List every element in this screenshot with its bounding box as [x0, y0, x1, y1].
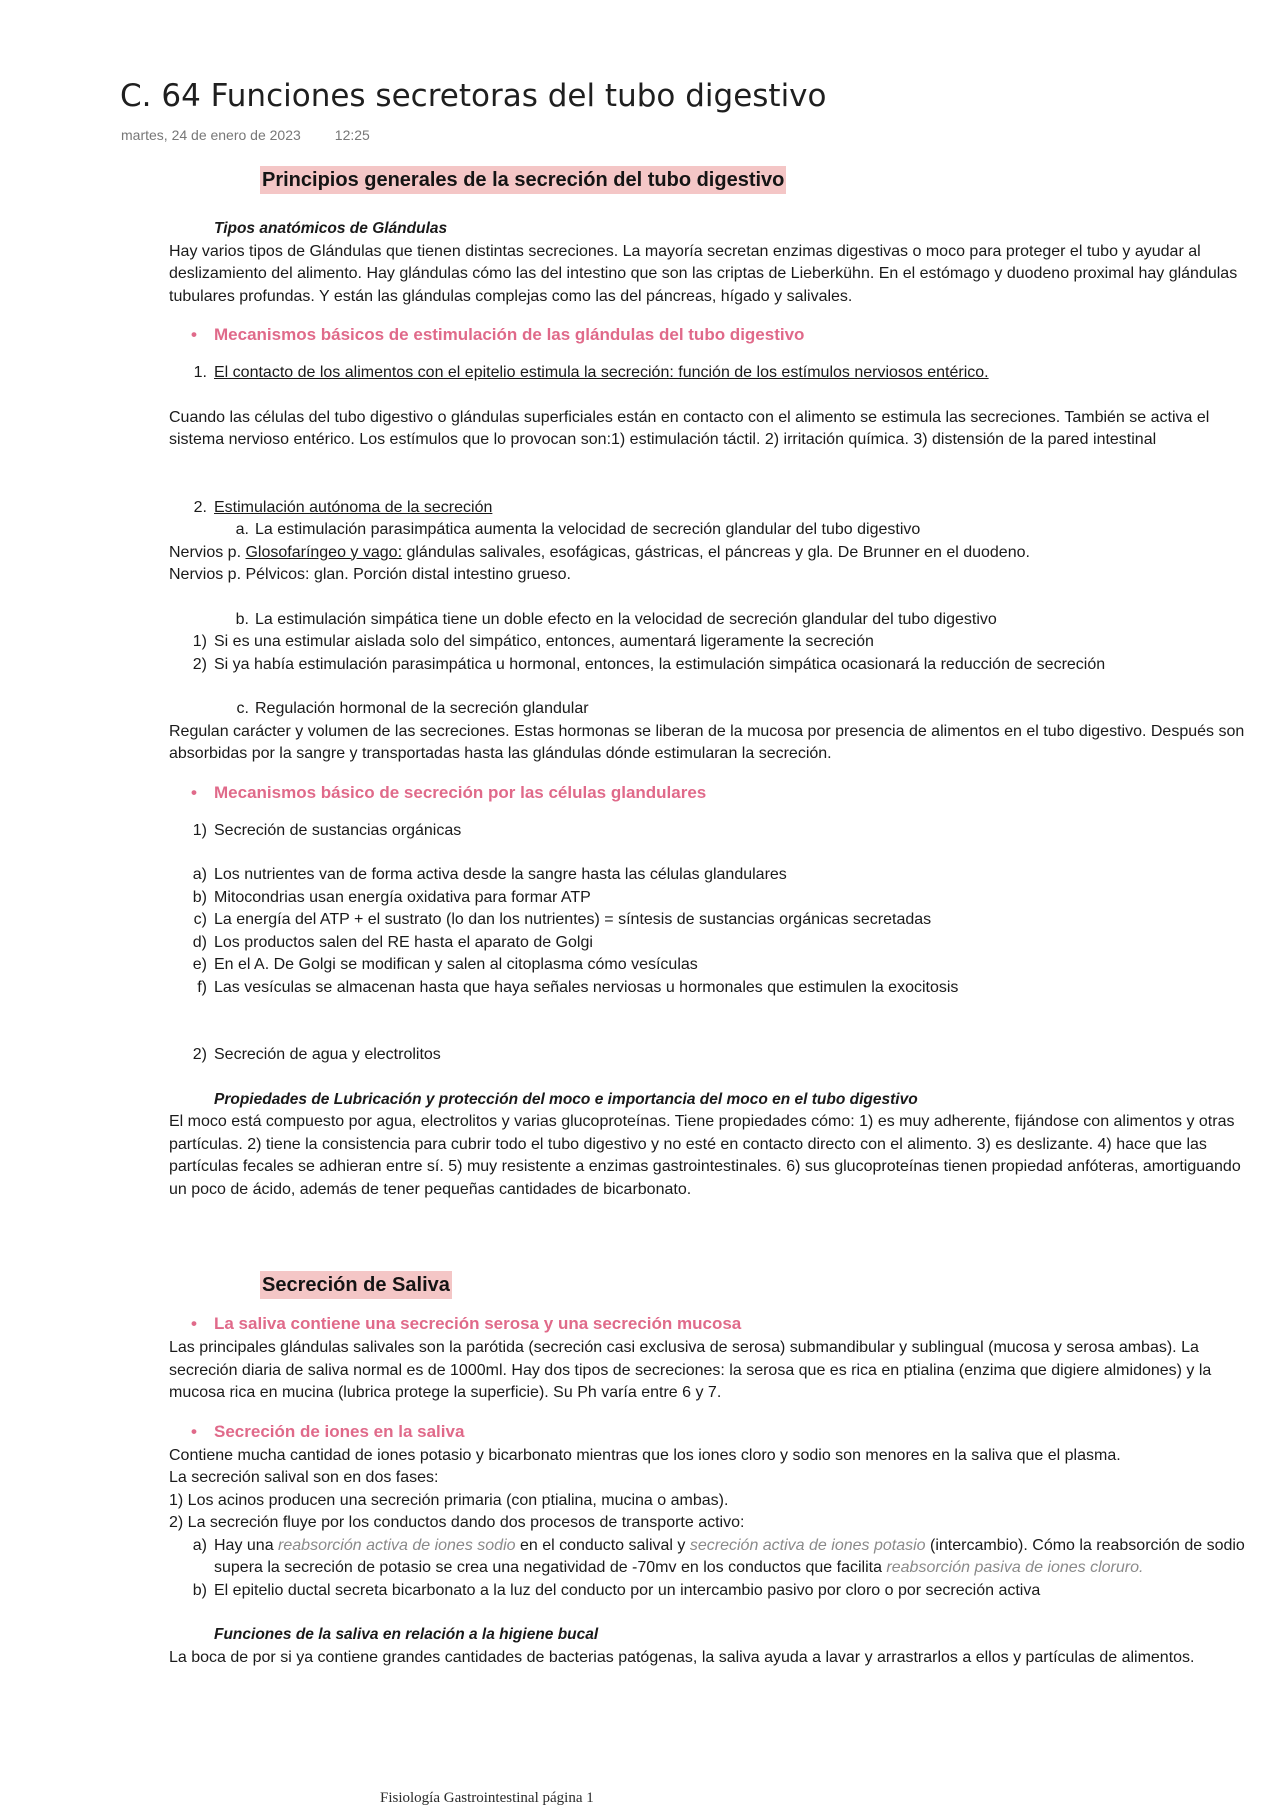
ions-item-b: b) El epitelio ductal secreta bicarbonato a la luz del conducto por un intercambio pasivo por cloro o por secreción activa	[192, 1581, 1041, 1599]
page-time: 12:25	[334, 127, 370, 143]
paragraph-tipos-anatomicos: Hay varios tipos de Glándulas que tienen distintas secreciones. La mayoría secretan enzimas digestivas o moco para proteger el tubo y ayudar al deslizamiento del alimento. Hay glándulas cómo las del intestino que son las criptas de Lieberkühn. En el estómago y duodeno proximal hay glándulas tubulares profundas. Y están las glándulas complejas como las del páncreas, hígado y salivales.	[169, 242, 1238, 305]
numbered-item-2: 2. Estimulación autónoma de la secreción	[193, 498, 493, 516]
subheading-tipos-anatomicos: Tipos anatómicos de Glándulas	[214, 220, 448, 237]
ions-line-3: 1) Los acinos producen una secreción primaria (con ptialina, mucina o ambas).	[169, 1491, 729, 1509]
note-content	[169, 166, 1259, 1669]
bullet-mecanismos-secrecion: • Mecanismos básico de secreción por las células glandulares	[191, 782, 707, 802]
list-item: e) En el A. De Golgi se modifican y salen al citoplasma cómo vesículas	[192, 956, 698, 973]
subheading-moco: Propiedades de Lubricación y protección del moco e importancia del moco en el tubo digestivo	[214, 1090, 918, 1108]
page-date: martes, 24 de enero de 2023	[121, 127, 301, 143]
list-item: c) La energía del ATP + el sustrato (lo dan los nutrientes) = síntesis de sustancias orgánicas secretadas	[193, 911, 932, 928]
page-footer: Fisiología Gastrointestinal página 1	[380, 1790, 594, 1806]
section-heading-saliva: Secreción de Saliva	[260, 1271, 452, 1299]
list-item: b) Mitocondrias usan energía oxidativa para formar ATP	[192, 888, 591, 906]
bullet-mecanismos-estimulacion: • Mecanismos básicos de estimulación de las glándulas del tubo digestivo	[191, 325, 805, 344]
paragraph-contacto-alimentos: Cuando las células del tubo digestivo o glándulas superficiales están en contacto con el alimento se estimula las secreciones. También se activa el sistema nervioso entérico. Los estímulos que lo provocan son:1) estimulación táctil. 2) irritación química. 3) distensión de la pared intestinal	[169, 408, 1210, 448]
bullet-iones-saliva: • Secreción de iones en la saliva	[191, 1421, 465, 1441]
bullet-saliva-serosa-mucosa: • La saliva contiene una secreción serosa y una secreción mucosa	[191, 1314, 742, 1333]
item-sustancias-organicas: 1) Secreción de sustancias orgánicas	[192, 821, 462, 839]
numbered-item-1: 1. El contacto de los alimentos con el epitelio estimula la secreción: función de los estímulos nerviosos entérico.	[193, 364, 989, 381]
sub-item-c: c. Regulación hormonal de la secreción glandular	[236, 700, 589, 717]
nervios-glosofaringeo: Nervios p. Glosofaríngeo y vago: glándulas salivales, esofágicas, gástricas, el páncreas y gla. De Brunner en el duodeno.	[169, 543, 1030, 561]
list-item: f) Las vesículas se almacenan hasta que haya señales nerviosas u hormonales que estimulen la exocitosis	[197, 978, 959, 996]
paragraph-moco: El moco está compuesto por agua, electrolitos y varias glucoproteínas. Tiene propiedades cómo: 1) es muy adherente, fijándose con alimentos y otras partículas. 2) tiene la consistencia para cubrir todo el tubo digestivo y no esté en contacto directo con el alimento. 3) es deslizante. 4) hace que las partículas fecales se adhieran entre sí. 5) muy resistente a enzimas gastrointestinales. 6) sus glucoproteínas tienen propiedad anfóteras, amortiguando un poco de ácido, además de tener pequeñas cantidades de bicarbonato.	[169, 1113, 1241, 1198]
ions-line-4: 2) La secreción fluye por los conductos dando dos procesos de transporte activo:	[169, 1514, 745, 1531]
paragraph-higiene-bucal: La boca de por si ya contiene grandes cantidades de bacterias patógenas, la saliva ayuda a lavar y arrastrarlos a ellos y partículas de alimentos.	[169, 1648, 1195, 1666]
nervios-pelvicos: Nervios p. Pélvicos: glan. Porción distal intestino grueso.	[169, 566, 571, 583]
sub-item-a: a. La estimulación parasimpática aumenta la velocidad de secreción glandular del tubo digestivo	[235, 521, 921, 538]
page-meta	[121, 124, 370, 147]
page-title: C. 64 Funciones secretoras del tubo digestivo	[120, 78, 827, 114]
list-item: d) Los productos salen del RE hasta el aparato de Golgi	[192, 933, 593, 951]
steps-list	[169, 864, 1259, 999]
sub-item-b1: 1) Si es una estimular aislada solo del simpático, entonces, aumentará ligeramente la secreción	[192, 633, 874, 650]
item-agua-electrolitos: 2) Secreción de agua y electrolitos	[192, 1046, 441, 1063]
ions-line-1: Contiene mucha cantidad de iones potasio y bicarbonato mientras que los iones cloro y sodio son menores en la saliva que el plasma.	[169, 1446, 1121, 1464]
ions-line-2: La secreción salival son en dos fases:	[169, 1469, 439, 1486]
list-item: a) Los nutrientes van de forma activa desde la sangre hasta las células glandulares	[192, 866, 787, 883]
ions-item-a: a) Hay una reabsorción activa de iones sodio en el conducto salival y secreción activa de iones potasio (intercambio). Cómo la reabsorción de sodio supera la secreción de potasio se crea una negatividad de -70mv en los conductos que facilita reabsorción pasiva de iones cloruro.	[192, 1536, 1245, 1576]
sub-item-b2: 2) Si ya había estimulación parasimpática u hormonal, entonces, la estimulación simpática ocasionará la reducción de secreción	[192, 655, 1106, 673]
section-heading-principios: Principios generales de la secreción del tubo digestivo	[260, 166, 786, 194]
paragraph-saliva: Las principales glándulas salivales son la parótida (secreción casi exclusiva de serosa) submandibular y sublingual (mucosa y serosa ambas). La secreción diaria de saliva normal es de 1000ml. Hay dos tipos de secreciones: la serosa que es rica en ptialina (enzima que digiere almidones) y la mucosa rica en mucina (lubrica protege la superficie). Su Ph varía entre 6 y 7.	[169, 1339, 1212, 1401]
sub-item-b: b. La estimulación simpática tiene un doble efecto en la velocidad de secreción glandular del tubo digestivo	[235, 610, 997, 628]
subheading-higiene-bucal: Funciones de la saliva en relación a la higiene bucal	[214, 1626, 599, 1643]
paragraph-regulacion-hormonal: Regulan carácter y volumen de las secreciones. Estas hormonas se liberan de la mucosa por presencia de alimentos en el tubo digestivo. Después son absorbidas por la sangre y transportadas hasta las glándulas dónde estimularan la secreción.	[169, 722, 1245, 762]
